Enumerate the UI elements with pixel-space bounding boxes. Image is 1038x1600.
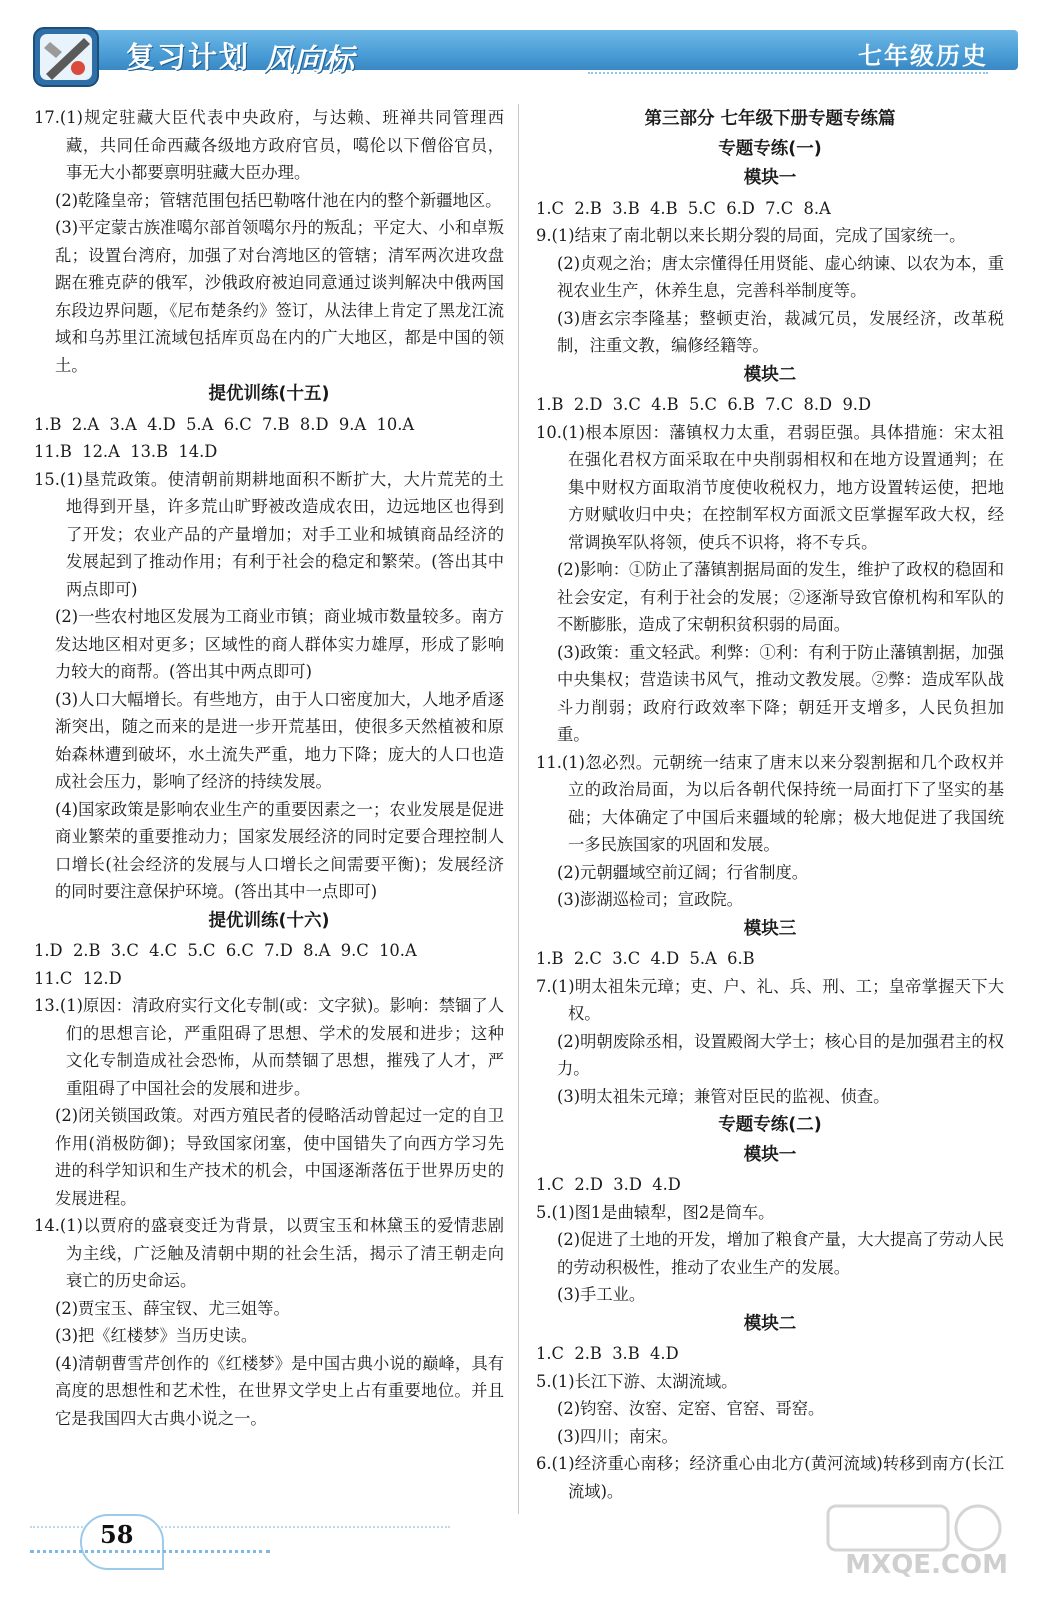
sub-answer: (4)清朝曹雪芹创作的《红楼梦》是中国古典小说的巅峰，具有高度的思想性和艺术性，在世界文学史上占有重要地位。并且它是我国四大古典小说之一。 [55, 1353, 504, 1428]
question-item: 7.(1)明太祖朱元璋；吏、户、礼、兵、刑、工；皇帝掌握天下大权。 [536, 976, 1004, 1023]
sub-answer: (2)促进了土地的开发，增加了粮食产量，大大提高了劳动人民的劳动积极性，推动了农业生产的发展。 [557, 1230, 1004, 1277]
sub-answer: (3)澎湖巡检司；宣政院。 [557, 890, 743, 909]
question-item: 9.(1)结束了南北朝以来长期分裂的局面，完成了国家统一。 [536, 226, 966, 245]
answer-key-line: 11.B 12.A 13.B 14.D [34, 442, 218, 461]
answer-key-line: 11.C 12.D [34, 968, 122, 988]
sub-answer: (3)唐玄宗李隆基；整顿吏治，裁减冗员，发展经济，改革税制，注重文教，编修经籍等。 [557, 308, 1004, 355]
column-divider [518, 104, 519, 1514]
header-dotted-line [588, 72, 988, 84]
left-column [34, 104, 504, 1432]
sub-answer: (2)明朝废除丞相，设置殿阁大学士；核心目的是加强君主的权力。 [557, 1031, 1004, 1078]
question-item: 17.(1)规定驻藏大臣代表中央政府，与达赖、班禅共同管理西藏，共同任命西藏各级地方政府官员，噶伦以下僧俗官员，事无大小都要禀明驻藏大臣办理。 [34, 108, 504, 182]
question-item: 11.(1)忽必烈。元朝统一结束了唐末以来分裂割据和几个政权并立的政治局面，为以后各朝代保持统一局面打下了坚实的基础；大体确定了中国后来疆域的轮廓；极大地促进了我国统一多民族国家的巩固和发展。 [536, 752, 1004, 854]
page-header [28, 22, 1018, 84]
page-number: 58 [100, 1520, 134, 1549]
section-heading: 模块一 [743, 168, 797, 188]
footer-dot-row [30, 1550, 270, 1553]
answer-key-line: 1.C 2.B 3.B 4.D [536, 1344, 679, 1363]
question-item: 6.(1)经济重心南移；经济重心由北方(黄河流域)转移到南方(长江流域)。 [536, 1454, 1004, 1501]
sub-answer: (2)贞观之治；唐太宗懂得任用贤能、虚心纳谏、以农为本，重视农业生产，休养生息，完善科举制度等。 [557, 253, 1004, 300]
section-heading: 专题专练(一) [718, 138, 822, 159]
section-heading: 专题专练(二) [718, 1115, 822, 1135]
section-heading: 提优训练(十五) [208, 384, 330, 404]
section-heading: 模块二 [743, 1313, 797, 1334]
series-title: 复习计划 [126, 40, 251, 74]
section-heading: 模块二 [743, 364, 797, 385]
answer-key-line: 1.C 2.D 3.D 4.D [536, 1175, 681, 1194]
sub-answer: (2)元朝疆域空前辽阔；行省制度。 [557, 862, 809, 882]
sub-answer: (2)闭关锁国政策。对西方殖民者的侵略活动曾起过一定的自卫作用(消极防御)；导致国家闭塞，使中国错失了向西方学习先进的科学知识和生产技术的机会，中国逐渐落伍于世界历史的发展进程。 [55, 1106, 504, 1208]
right-column [536, 104, 1004, 1505]
section-heading: 模块三 [743, 918, 797, 939]
question-item: 15.(1)垦荒政策。使清朝前期耕地面积不断扩大，大片荒芜的土地得到开垦，许多荒山旷野被改造成农田，边远地区也得到了开发；农业产品的产量增加；对手工业和城镇商品经济的发展起到了推动作用；有利于社会的稳定和繁荣。(答出其中两点即可) [34, 469, 504, 599]
question-item: 5.(1)长江下游、太湖流域。 [536, 1371, 738, 1391]
watermark-logo [818, 1500, 1008, 1590]
sub-answer: (3)人口大幅增长。有些地方，由于人口密度加大，人地矛盾逐渐突出，随之而来的是进一步开荒基田，使很多天然植被和原始森林遭到破坏，水土流失严重，地力下降；庞大的人口也造成社会压力，影响了经济的持续发展。 [55, 689, 504, 791]
sub-answer: (3)政策：重文轻武。利弊：①利：有利于防止藩镇割据，加强中央集权；营造读书风气，推动文教发展。②弊：造成军队战斗力削弱；政府行政效率下降；朝廷开支增多，人民负担加重。 [557, 642, 1004, 744]
question-item: 14.(1)以贾府的盛衰变迁为背景，以贾宝玉和林黛玉的爱情悲剧为主线，广泛触及清朝中期的社会生活，揭示了清王朝走向衰亡的历史命运。 [34, 1216, 504, 1290]
sub-answer: (3)手工业。 [557, 1285, 646, 1304]
section-heading: 提优训练(十六) [208, 910, 330, 931]
sub-answer: (2)乾隆皇帝；管辖范围包括巴勒喀什池在内的整个新疆地区。 [55, 190, 502, 210]
sub-answer: (4)国家政策是影响农业生产的重要因素之一；农业发展是促进商业繁荣的重要推动力；国家发展经济的同时定要合理控制人口增长(社会经济的发展与人口增长之间需要平衡)；发展经济的同时要注意保护环境。(答出其中一点即可) [55, 799, 504, 901]
book-logo-icon [28, 22, 108, 92]
sub-answer: (2)钧窑、汝窑、定窑、官窑、哥窑。 [557, 1399, 825, 1418]
answer-key-line: 1.B 2.D 3.C 4.B 5.C 6.B 7.C 8.D 9.D [536, 395, 872, 414]
answer-key-line: 1.B 2.A 3.A 4.D 5.A 6.C 7.B 8.D 9.A 10.A [34, 414, 415, 434]
answer-key-line: 1.B 2.C 3.C 4.D 5.A 6.B [536, 949, 755, 968]
question-item: 10.(1)根本原因：藩镇权力太重，君弱臣强。具体措施：宋太祖在强化君权方面采取在中央削弱相权和在地方设置通判；在集中财权方面取消节度使收税权力，地方设置转运使，把地方财赋收归中央；在控制军权方面派文臣掌握军政大权，经常调换军队将领，使兵不识将，将不专兵。 [536, 422, 1004, 552]
sub-answer: (3)四川；南宋。 [557, 1426, 678, 1446]
section-heading: 第三部分 七年级下册专题专练篇 [644, 109, 896, 129]
sub-answer: (3)明太祖朱元璋；兼管对臣民的监视、侦查。 [557, 1086, 890, 1106]
question-item: 5.(1)图1是曲辕犁，图2是筒车。 [536, 1202, 775, 1222]
answer-key-line: 1.C 2.B 3.B 4.B 5.C 6.D 7.C 8.A [536, 198, 831, 218]
sub-answer: (3)把《红楼梦》当历史读。 [55, 1326, 258, 1345]
grade-subject: 七年级历史 [858, 42, 988, 70]
sub-answer: (2)贾宝玉、薛宝钗、尤三姐等。 [55, 1298, 290, 1318]
sub-answer: (2)一些农村地区发展为工商业市镇；商业城市数量较多。南方发达地区相对更多；区域性的商人群体实力雄厚，形成了影响力较大的商帮。(答出其中两点即可) [55, 607, 504, 681]
brand-title: 风向标 [264, 43, 354, 78]
section-heading: 模块一 [743, 1144, 797, 1165]
sub-answer: (2)影响：①防止了藩镇割据局面的发生，维护了政权的稳固和社会安定，有利于社会的发展；②逐渐导致官僚机构和军队的不断膨胀，造成了宋朝积贫积弱的局面。 [557, 560, 1004, 634]
answer-key-line: 1.D 2.B 3.C 4.C 5.C 6.C 7.D 8.A 9.C 10.A [34, 941, 417, 960]
page-footer [30, 1508, 450, 1580]
sub-answer: (3)平定蒙古族准噶尔部首领噶尔丹的叛乱；平定大、小和卓叛乱；设置台湾府，加强了对台湾地区的管辖；清军两次进攻盘踞在雅克萨的俄军，沙俄政府被迫同意通过谈判解决中俄两国东段边界问题，《尼布楚条约》签订，从法律上肯定了黑龙江流域和乌苏里江流域包括库页岛在内的广大地区，都是中国的领土。 [55, 218, 504, 375]
watermark-text: MXQE.COM [845, 1550, 1008, 1580]
question-item: 13.(1)原因：清政府实行文化专制(或：文字狱)。影响：禁锢了人们的思想言论，严重阻碍了思想、学术的发展和进步；这种文化专制造成社会恐怖，从而禁锢了思想，摧残了人才，严重阻碍了中国社会的发展和进步。 [34, 996, 504, 1098]
